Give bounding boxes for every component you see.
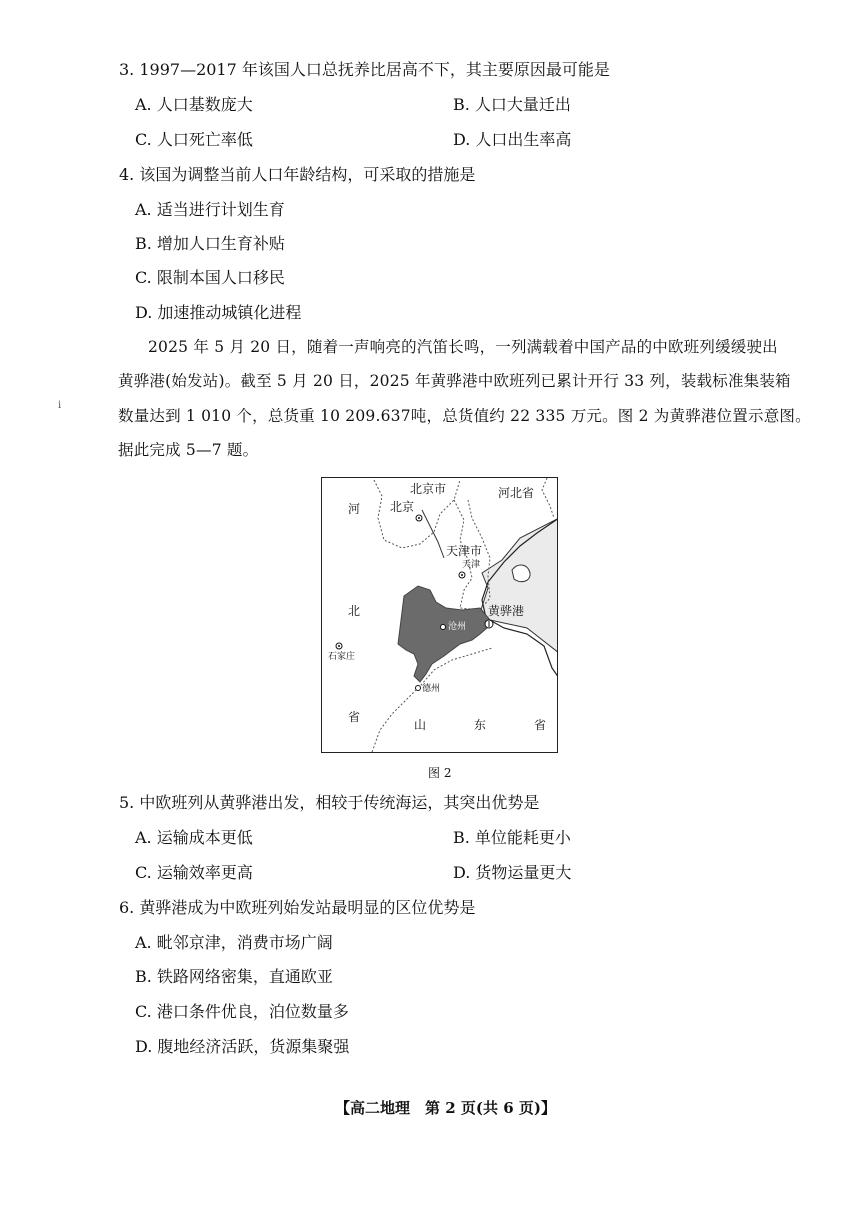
map-label-tianjin: 天津 (462, 560, 481, 570)
q3-option-a: A. 人口基数庞大 (135, 95, 253, 114)
map-label-tianjin-city: 天津市 (446, 544, 483, 558)
passage-line-2: 黄骅港(始发站)。截至 5 月 20 日，2025 年黄骅港中欧班列已累计开行 33 列，装载标准集装箱 (118, 372, 791, 390)
map-label-huanghua-port: 黄骅港 (488, 604, 525, 618)
q6-option-c: C. 港口条件优良，泊位数量多 (135, 1002, 349, 1021)
map-label-he: 河 (348, 502, 361, 516)
map-label-hebei-province: 河北省 (498, 486, 535, 500)
q3-stem: 3. 1997—2017 年该国人口总抚养比居高不下，其主要原因最可能是 (119, 60, 610, 79)
q3-option-c: C. 人口死亡率低 (135, 130, 253, 149)
map-label-dong: 东 (474, 718, 487, 732)
cangzhou-marker (441, 625, 446, 630)
q3-option-b: B. 人口大量迁出 (453, 95, 571, 114)
q6-option-b: B. 铁路网络密集，直通欧亚 (135, 967, 333, 986)
huanghua-port-map (321, 477, 558, 753)
passage-line-4: 据此完成 5—7 题。 (118, 441, 259, 459)
lake-shape (512, 565, 530, 582)
map-label-beijing-city: 北京市 (410, 482, 447, 496)
sea-area (480, 518, 558, 653)
passage-line-3: 数量达到 1 010 个，总货重 10 209.637吨，总货值约 22 335 万元。图 2 为黄骅港位置示意图。 (118, 407, 811, 425)
margin-mark: ⅰ (58, 400, 62, 411)
east-boundary (542, 478, 554, 518)
cangzhou-region (398, 586, 490, 682)
map-label-shan: 山 (414, 718, 427, 732)
page-footer: 【高二地理 第 2 页(共 6 页)】 (335, 1099, 556, 1117)
q4-stem: 4. 该国为调整当前人口年龄结构，可采取的措施是 (119, 165, 476, 184)
q4-option-b: B. 增加人口生育补贴 (135, 234, 285, 253)
railway-line (422, 510, 444, 558)
dezhou-marker (416, 686, 421, 691)
q6-option-a: A. 毗邻京津，消费市场广阔 (135, 933, 333, 952)
q6-stem: 6. 黄骅港成为中欧班列始发站最明显的区位优势是 (119, 898, 476, 917)
map-label-dezhou: 德州 (422, 684, 441, 694)
q5-stem: 5. 中欧班列从黄骅港出发，相较于传统海运，其突出优势是 (119, 793, 540, 812)
q4-option-d: D. 加速推动城镇化进程 (135, 303, 302, 322)
figure-caption: 图 2 (428, 766, 452, 780)
q3-option-d: D. 人口出生率高 (453, 130, 572, 149)
q5-option-c: C. 运输效率更高 (135, 863, 253, 882)
q4-option-a: A. 适当进行计划生育 (135, 200, 285, 219)
map-label-beijing: 北京 (390, 500, 415, 514)
map-label-cangzhou: 沧州 (448, 622, 467, 632)
passage-line-1: 2025 年 5 月 20 日，随着一声响亮的汽笛长鸣，一列满载着中国产品的中欧班列缓缓驶出 (148, 338, 778, 356)
q6-option-d: D. 腹地经济活跃，货源集聚强 (135, 1037, 350, 1056)
map-label-sheng2: 省 (534, 718, 547, 732)
map-label-shijiazhuang: 石家庄 (328, 652, 356, 662)
q5-option-b: B. 单位能耗更小 (453, 828, 571, 847)
map-label-bei: 北 (348, 604, 361, 618)
q5-option-a: A. 运输成本更低 (135, 828, 253, 847)
q5-option-d: D. 货物运量更大 (453, 863, 572, 882)
q4-option-c: C. 限制本国人口移民 (135, 268, 285, 287)
map-label-sheng: 省 (348, 710, 361, 724)
